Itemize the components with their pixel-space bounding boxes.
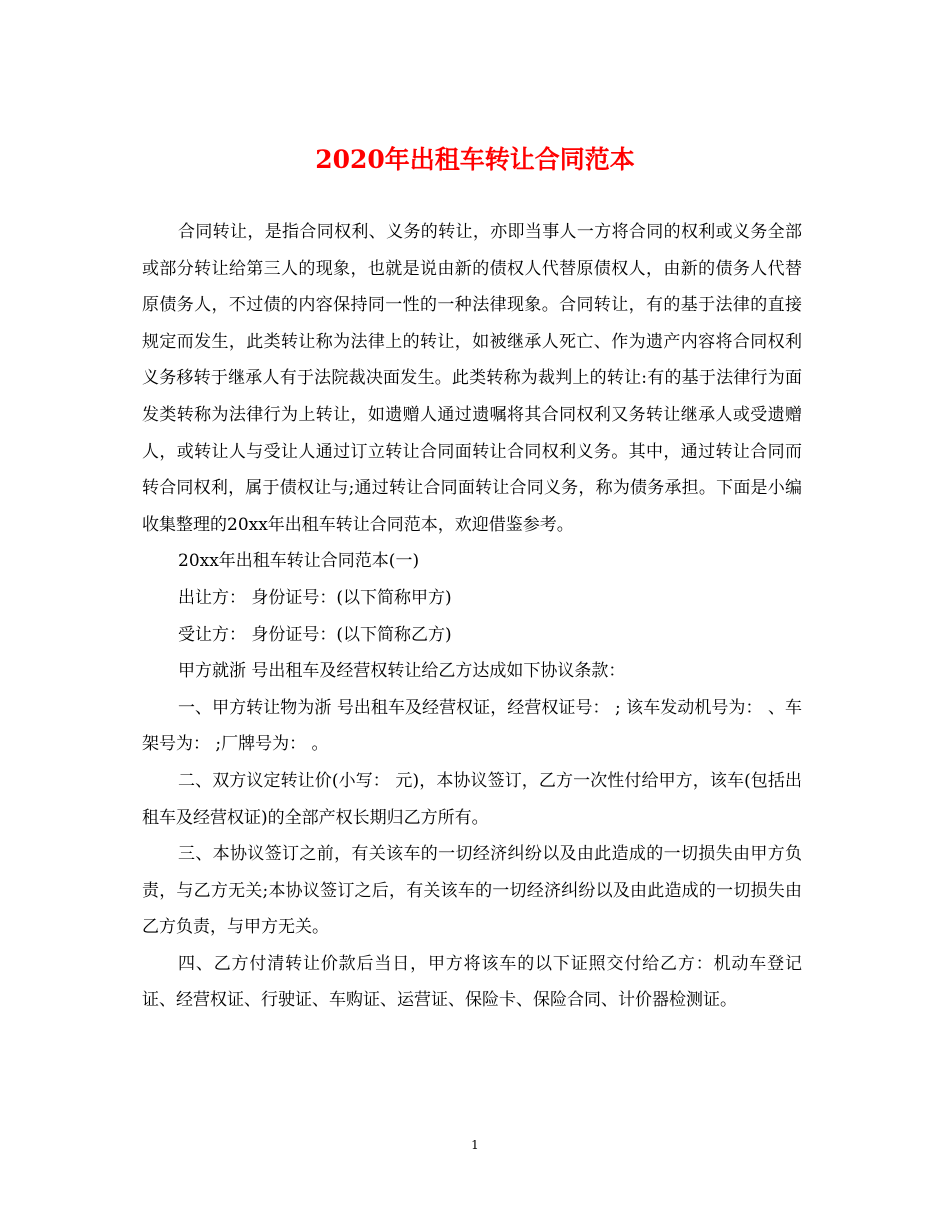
contract-heading: 20xx年出租车转让合同范本(一) xyxy=(178,551,420,572)
transferee-line: 受让方： 身份证号：(以下简称乙方) xyxy=(178,624,452,645)
clause-2: 二、双方议定转让价(小写： 元)，本协议签订，乙方一次性付给甲方，该车(包括出租车及经营权证)的全部产权长期归乙方所有。 xyxy=(142,770,802,828)
clause-3: 三、本协议签订之前，有关该车的一切经济纠纷以及由此造成的一切损失由甲方负责，与乙方无关;本协议签订之后，有关该车的一切经济纠纷以及由此造成的一切损失由乙方负责，与甲方无关。 xyxy=(142,844,802,938)
agreement-intro: 甲方就浙 号出租车及经营权转让给乙方达成如下协议条款： xyxy=(178,661,626,682)
page-number: 1 xyxy=(471,1138,479,1152)
document-title: 2020年出租车转让合同范本 xyxy=(315,145,635,174)
intro-paragraph: 合同转让，是指合同权利、义务的转让，亦即当事人一方将合同的权利或义务全部或部分转让给第三人的现象，也就是说由新的债权人代替原债权人，由新的债务人代替原债务人，不过债的内容保持同一性的一种法律现象。合同转让，有的基于法律的直接规定而发生，此类转让称为法律上的转让，如被继承人死亡、作为遗产内容将合同权利义务移转于继承人有于法院裁决面发生。此类转称为裁判上的转让:有的基于法律行为面发类转称为法律行为上转让，如遗赠人通过遗嘱将其合同权利又务转让继承人或受遗赠人，或转让人与受让人通过订立转让合同面转让合同权利义务。其中，通过转让合同而转合同权利，属于债权让与;通过转让合同面转让合同义务，称为债务承担。下面是小编收集整理的20xx年出租车转让合同范本，欢迎借鉴参考。 xyxy=(142,222,802,535)
transferor-line: 出让方： 身份证号：(以下简称甲方) xyxy=(178,587,452,608)
clause-1: 一、甲方转让物为浙 号出租车及经营权证，经营权证号： ; 该车发动机号为： 、车架号为： ;厂牌号为： 。 xyxy=(142,697,802,755)
clause-4: 四、乙方付清转让价款后当日，甲方将该车的以下证照交付给乙方：机动车登记证、经营权证、行驶证、车购证、运营证、保险卡、保险合同、计价器检测证。 xyxy=(142,953,802,1011)
document-body xyxy=(142,214,802,1019)
